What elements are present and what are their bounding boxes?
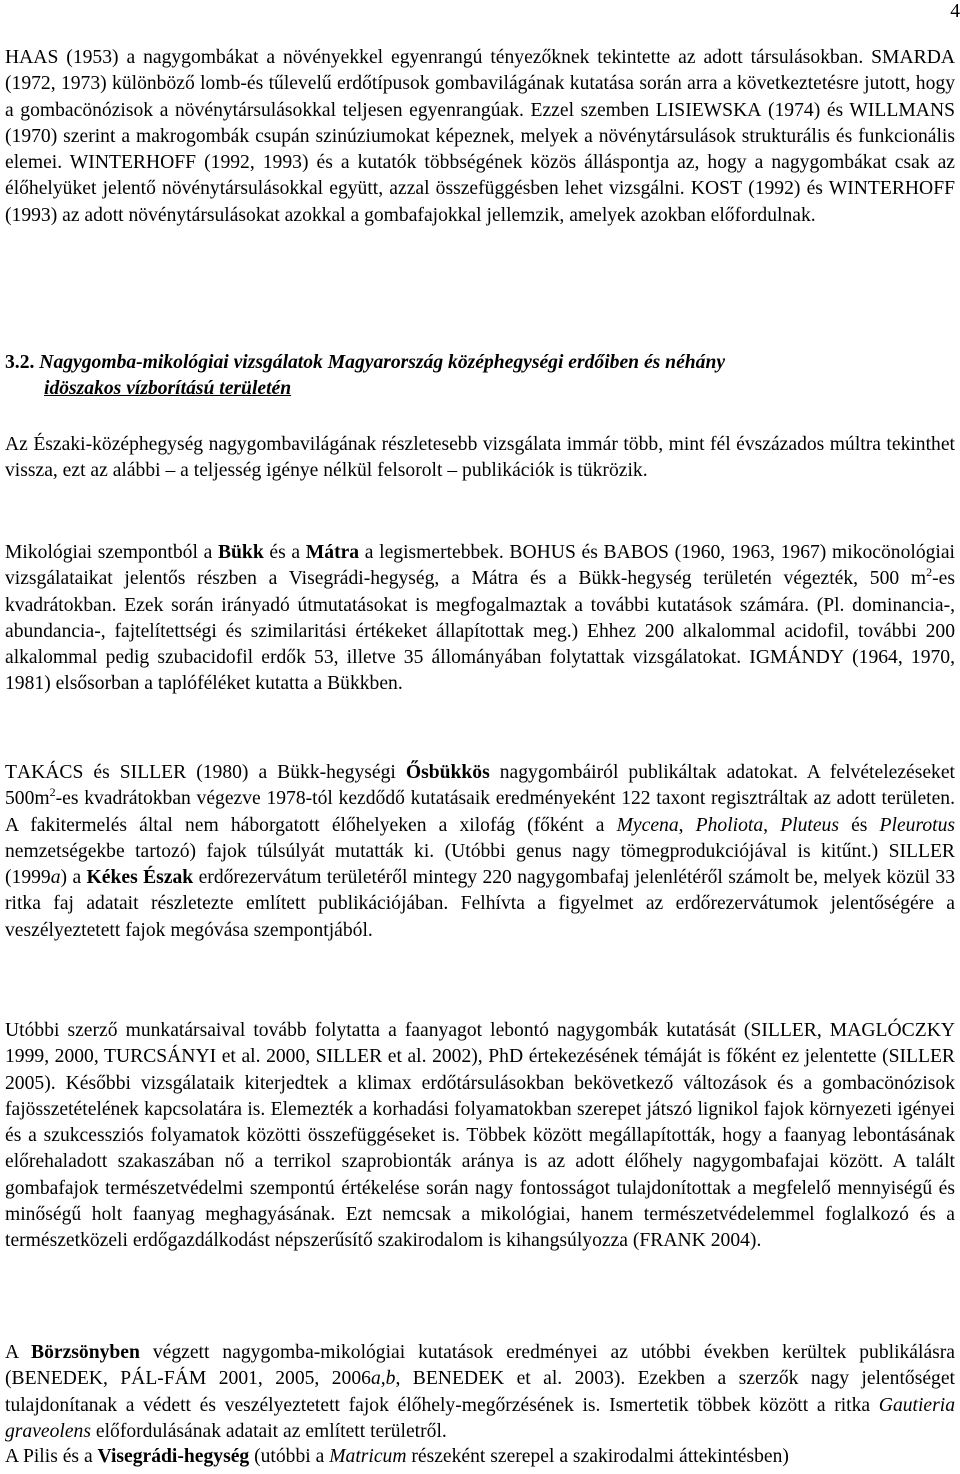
paragraph-2: Az Északi-középhegység nagygombavilágának részletesebb vizsgálata immár több, mint fél évszázados múltra tekinthet vissza, ezt az alábbi – a teljesség igénye nélkül felsorolt – publikációk is tükrözik. <box>5 434 955 482</box>
section-title-line2: idöszakos vízborítású területén <box>44 378 292 400</box>
section-heading <box>5 350 955 403</box>
page-number: 4 <box>950 1 960 22</box>
paragraph-5: Utóbbi szerző munkatársaival tovább folytatta a faanyagot lebontó nagygombák kutatását (SILLER, MAGLÓCZKY 1999, 2000, TURCSÁNYI et al. 2000, SILLER et al. 2002), PhD értekezésének témáját is főként ez jelentette (SILLER 2005). Későbbi vizsgálataik kiterjedtek a klimax erdőtársulásokban bekövetkező változások és a gombacönózisok fajösszetételének kapcsolatára is. Elemezték a korhadási folyamatokban szerepet játszó lignikol fajok környezeti igényei és a szukcessziós folyamatok közötti összefüggéseket is. Többek között megállapították, hogy a faanyag lebontásának előrehaladott szakaszában nő a terrikol szaprobionták aránya is az adott élőhely nagygombafajai között. A talált gombafajok természetvédelmi szempontú értékelése során nagy fontosságot tulajdonítottak a megfelelő mennyiségű és minőségű holt faanyag meghagyásának. Ezt nemcsak a mikológiai, hanem természetvédelemmel foglalkozó és a természetközeli erdőgazdálkodást népszerűsítő szakirodalom is kihangsúlyozza (FRANK 2004). <box>5 1020 955 1252</box>
paragraph-6: A Börzsönyben végzett nagygomba-mikológiai kutatások eredményei az utóbbi években kerültek publikálásra (BENEDEK, PÁL-FÁM 2001, 2005, 2006a,b, BENEDEK et al. 2003). Ezekben a szerzők nagy jelentőséget tulajdonítanak a védett és veszélyeztetett fajok élőhely-megőrzésének is. Ismertetik többek között a ritka Gautieria graveolens előfordulásának adatait az említett területről. <box>5 1342 955 1442</box>
paragraph-4: TAKÁCS és SILLER (1980) a Bükk-hegységi Ősbükkös nagygombáiról publikáltak adatokat. A felvételezéseket $500m^2-es$ kvadrátokban végezve 1978-tól kezdődő kutatásaik eredményeként 122 taxont regisztráltak az adott területen. A fakitermelés által nem háborgatott élőhelyeken a xilofág (főként a Mycena, Pholiota, Pluteus és Pleurotus nemzetségekbe tartozó) fajok túlsúlyát mutatták ki. (Utóbbi genus nagy tömegprodukciójával is kitűnt.) SILLER (1999a) a Kékes Észak erdőrezervátum területéről mintegy 220 nagygombafaj jelenlétéről számolt be, melyek közül 33 ritka faj adatait részletezte említett publikációjában. Felhívta a figyelmet az erdőrezervátumok jelentőségére a veszélyeztetett fajok megóvása szempontjából. <box>5 762 956 941</box>
paragraph-1: HAAS (1953) a nagygombákat a növényekkel egyenrangú tényezőknek tekintette az adott társulásokban. SMARDA (1972, 1973) különböző lomb-és tűlevelű erdőtípusok gombavilágának kutatása során arra a következtetésre jutott, hogy a gombacönózisok a növénytársulásokkal teljesen egyenrangúak. Ezzel szemben LISIEWSKA (1974) és WILLMANS (1970) szerint a makrogombák csupán szinúziumokat képeznek, melyek a növénytársulások strukturális és funkcionális elemei. WINTERHOFF (1992, 1993) és a kutatók többségének közös álláspontja az, hogy a nagygombákat csak az élőhelyüket jelentő növénytársulásokkal együtt, azzal összefüggésben lehet vizsgálni. KOST (1992) és WINTERHOFF (1993) az adott növénytársulásokat azokkal a gombafajokkal jellemzik, amelyek azokban előfordulnak. <box>5 47 955 226</box>
paragraph-3: Mikológiai szempontból a Bükk és a Mátra a legismertebbek. BOHUS és BABOS (1960, 1963, 1967) mikocönológiai vizsgálataikat jelentős részben a Visegrádi-hegység, a Mátra és a Bükk-hegység területén végezték, 500 $m^2-es$ kvadrátokban. Ezek során irányadó útmutatásokat is megfogalmaztak a további kutatások számára. (Pl. dominancia-, abundancia-, fajtelítettségi és szimilaritási értékeket állapítottak meg.) Ehhez 200 alkalommal acidofil, további 200 alkalommal pedig szubacidofil erdők 53, illetve 35 állományában folytattak vizsgálatokat. IGMÁNDY (1964, 1970, 1981) elsősorban a taplóféléket kutatta a Bükkben. <box>5 542 956 695</box>
section-number: 3.2. <box>5 352 35 373</box>
paragraph-7: A Pilis és a Visegrádi-hegység (utóbbi a Matricum részeként szerepel a szakirodalmi áttekintésben) <box>5 1446 789 1467</box>
section-title-line1: Nagygomba-mikológiai vizsgálatok Magyarország középhegységi erdőiben és néhány <box>34 352 726 373</box>
